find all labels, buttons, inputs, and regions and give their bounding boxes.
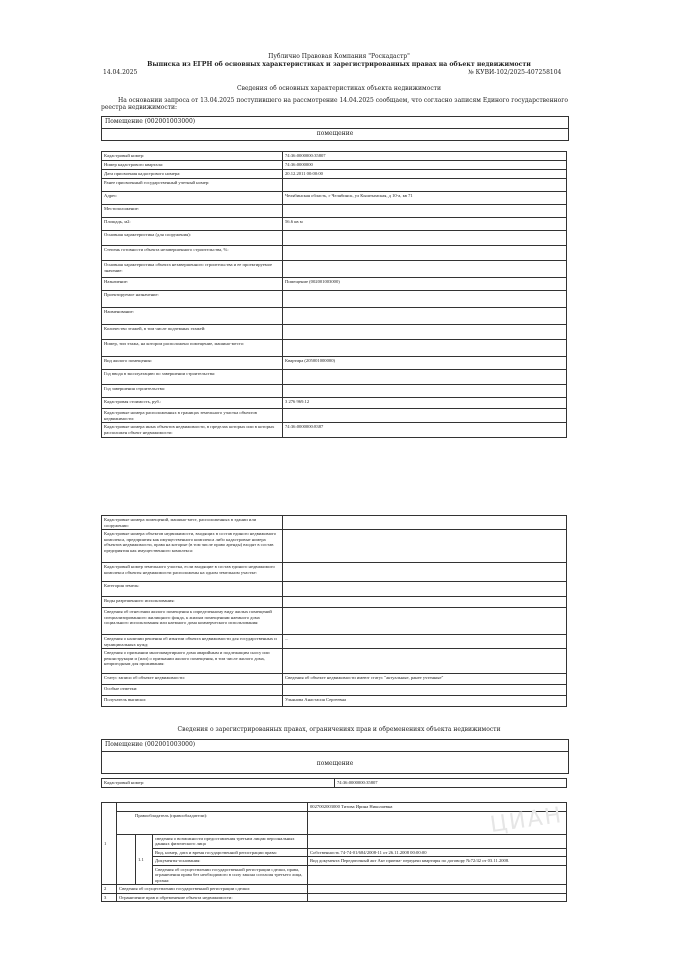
row-value (283, 370, 567, 385)
row-value (283, 608, 567, 635)
personal-data-label: сведения о возможности предоставления третьим лицам персональных данных физического лица (153, 834, 308, 848)
cadnum-value: 74:36:0000000:35807 (335, 779, 567, 788)
table-row (102, 340, 567, 357)
section1-heading: Сведения об основных характеристиках объекта недвижимости (237, 85, 441, 92)
row-value (283, 231, 567, 246)
table-row (102, 261, 567, 278)
table-row (102, 325, 567, 340)
row-value (283, 649, 567, 674)
document-title: Выписка из ЕГРН об основных характеристиках и зарегистрированных правах на объект недвижимости (147, 61, 531, 68)
row-label: Год ввода в эксплуатацию по завершении строительства: (102, 370, 283, 385)
org-name: Публично Правовая Компания "Роскадастр" (268, 53, 410, 60)
row-label: Адрес: (102, 192, 283, 205)
row-label: Количество этажей, в том числе подземных этажей: (102, 325, 283, 340)
row-value (283, 179, 567, 192)
row-label: Дата присвоения кадастрового номера: (102, 170, 283, 179)
watermark-logo: ЦИАН (488, 803, 565, 838)
table-row (102, 635, 567, 649)
section2-object-box (101, 739, 569, 774)
row-value (283, 597, 567, 608)
row-label: Получатель выписки: (102, 696, 283, 707)
table-row (102, 246, 567, 261)
row-label: Степень готовности объекта незавершенного строительства, %: (102, 246, 283, 261)
row-value (283, 261, 567, 278)
row-label: Основная характеристика (для сооружения): (102, 231, 283, 246)
row-label: Вид жилого помещения: (102, 357, 283, 370)
characteristics-table-continued (101, 515, 567, 707)
table-row (102, 530, 567, 563)
registration-label: Вид, номер, дата и время государственной регистрации права: (153, 848, 308, 857)
table-row (102, 218, 567, 231)
registration-value: Собственность 74-74-01/684/2008-11 от 26.11.2008 00:00:00 (308, 848, 567, 857)
cadnum-label: Кадастровый номер: (102, 779, 335, 788)
characteristics-table (101, 151, 567, 438)
row-label: Кадастровые номера помещений, машино-мест, расположенных в здании или сооружении: (102, 516, 283, 530)
row-label: Год завершения строительства: (102, 385, 283, 398)
table-row (102, 674, 567, 685)
table-row (102, 278, 567, 291)
row-value: Челябинская область, г Челябинск, ул Кыштымская, д 10-а, кв 71 (283, 192, 567, 205)
table-row (102, 649, 567, 674)
table-row (102, 231, 567, 246)
row-label: Наименование: (102, 308, 283, 325)
row-label: Номер кадастрового квартала: (102, 161, 283, 170)
row-value (283, 385, 567, 398)
rights-row3-number: 3 (102, 893, 117, 902)
row-value: Сведения об объекте недвижимости имеют статус "актуальные, ранее учтенные" (283, 674, 567, 685)
row-value: Квартира (205001000000) (283, 357, 567, 370)
intro-line1: На основании запроса от 13.04.2025 поступившего на рассмотрение 14.04.2025 сообщаем, что согласно записям Единого государственного (118, 97, 568, 104)
rights-row1-number: 1 (102, 803, 117, 885)
row-value (283, 340, 567, 357)
consent-label: Сведения об осуществлении государственной регистрации сделки, права, ограничения права без необходимого в силу закона согласия третьего лица, органа: (153, 865, 308, 885)
row-label: Основная характеристика объекта незавершенного строительства и ее проектируемое значение: (102, 261, 283, 278)
row-label: Сведения о признании многоквартирного дома аварийным и подлежащим сносу или реконструкции и (или) о признании жилого помещения, в том числе жилого дома, непригодным для проживания: (102, 649, 283, 674)
document-date: 14.04.2025 (103, 69, 138, 76)
table-row (102, 205, 567, 218)
object-type: Помещение (002001003000) (102, 117, 568, 129)
row-value (283, 308, 567, 325)
row-value: ... (283, 635, 567, 649)
rights-row2-number: 2 (102, 885, 117, 894)
row-value: 3 276 969.12 (283, 398, 567, 409)
table-row (102, 582, 567, 597)
table-row (102, 152, 567, 161)
table-row (102, 608, 567, 635)
row-value: 20.12.2011 00:00:00 (283, 170, 567, 179)
table-row (102, 370, 567, 385)
deal-registration-label: Сведения об осуществлении государственной регистрации сделки: (117, 885, 308, 894)
section2-object-type: Помещение (002001003000) (102, 740, 568, 752)
table-row (102, 409, 567, 423)
table-row (102, 398, 567, 409)
row-label: Проектируемое назначение: (102, 291, 283, 308)
rights-subrow-number: 1.1 (136, 834, 153, 885)
row-label: Кадастровый номер: (102, 152, 283, 161)
row-label: Категория земель: (102, 582, 283, 597)
row-label: Кадастровые номера иных объектов недвижимости, в пределах которых или в которых расположен объект недвижимости: (102, 423, 283, 438)
intro-line2: реестра недвижимости: (101, 104, 178, 111)
encumbrance-label: Ограничение прав и обременение объекта недвижимости: (117, 893, 308, 902)
row-value (283, 291, 567, 308)
row-value (283, 685, 567, 696)
row-label: Кадастровый номер земельного участка, если входящие в состав единого недвижимого комплекса объекты недвижимости расположены на одном земельном участке: (102, 563, 283, 582)
documents-value: Вид документа Передаточный акт Акт приема- передачи квартиры по договору №72/42 от 03.11.2008. (308, 857, 567, 866)
row-label: Номер, тип этажа, на котором расположено помещение, машино-место: (102, 340, 283, 357)
section2-cadnum-table (101, 778, 567, 788)
table-row (102, 170, 567, 179)
row-value: 56.6 кв м (283, 218, 567, 231)
document-number: № КУВИ-102/2025-407258104 (468, 69, 562, 76)
table-row (102, 516, 567, 530)
row-label: Площадь, м2: (102, 218, 283, 231)
row-value: 74:36:0000000:35807 (283, 152, 567, 161)
row-label: Кадастровые номера расположенных в границах земельного участка объектов недвижимости: (102, 409, 283, 423)
row-label: Назначение: (102, 278, 283, 291)
table-row (102, 423, 567, 438)
table-row (102, 597, 567, 608)
section2-object-type-short: помещение (316, 760, 354, 767)
table-row (102, 308, 567, 325)
object-type-short: помещение (316, 130, 354, 137)
row-label: Статус записи об объекте недвижимости: (102, 674, 283, 685)
row-label: Местоположение: (102, 205, 283, 218)
row-value (283, 246, 567, 261)
row-value: 74:36:0000000 (283, 161, 567, 170)
row-value (283, 516, 567, 530)
row-value: Помещение (002001003000) (283, 278, 567, 291)
documents-label: Документы-основания: (153, 857, 308, 866)
table-row (102, 161, 567, 170)
row-value (283, 409, 567, 423)
row-label: Кадастровые номера объектов недвижимости, входящих в состав единого недвижимого комплекса, предприятия как имущественного комплекса либо кадастровые номера объектов недвижимости, права на которые (в том числе право аренды) входят в состав предприятия как имущественного комплекса: (102, 530, 283, 563)
row-value (283, 563, 567, 582)
row-label: Сведения об отнесении жилого помещения к определенному виду жилых помещений специализированного жилищного фонда, к жилым помещениям наемного дома социального использования или наемного дома коммерческого использования: (102, 608, 283, 635)
section2-heading: Сведения о зарегистрированных правах, ограничениях прав и обременениях объекта недвижимости (177, 726, 501, 733)
row-label: Кадастровая стоимость, руб.: (102, 398, 283, 409)
table-row (102, 685, 567, 696)
row-label: Виды разрешенного использования: (102, 597, 283, 608)
row-value: 74:36:0000000:8387 (283, 423, 567, 438)
table-row (102, 179, 567, 192)
row-value (283, 205, 567, 218)
table-row (102, 563, 567, 582)
row-label: Ранее присвоенный государственный учетный номер: (102, 179, 283, 192)
row-value (283, 582, 567, 597)
table-row (102, 357, 567, 370)
table-row (102, 291, 567, 308)
row-value (283, 530, 567, 563)
row-value (283, 325, 567, 340)
holder-label: Правообладатель (правообладатели): (117, 811, 308, 834)
row-label: Сведения о наличии решения об изъятии объекта недвижимости для государственных и муниципальных нужд: (102, 635, 283, 649)
row-label: Особые отметки: (102, 685, 283, 696)
table-row (102, 696, 567, 707)
table-row (102, 385, 567, 398)
object-type-box (101, 116, 569, 141)
row-value: Ульянова Анастасия Сергеевна (283, 696, 567, 707)
holder-value: 0027002003000 Титова Ирина Николаевна (308, 803, 567, 812)
table-row (102, 192, 567, 205)
